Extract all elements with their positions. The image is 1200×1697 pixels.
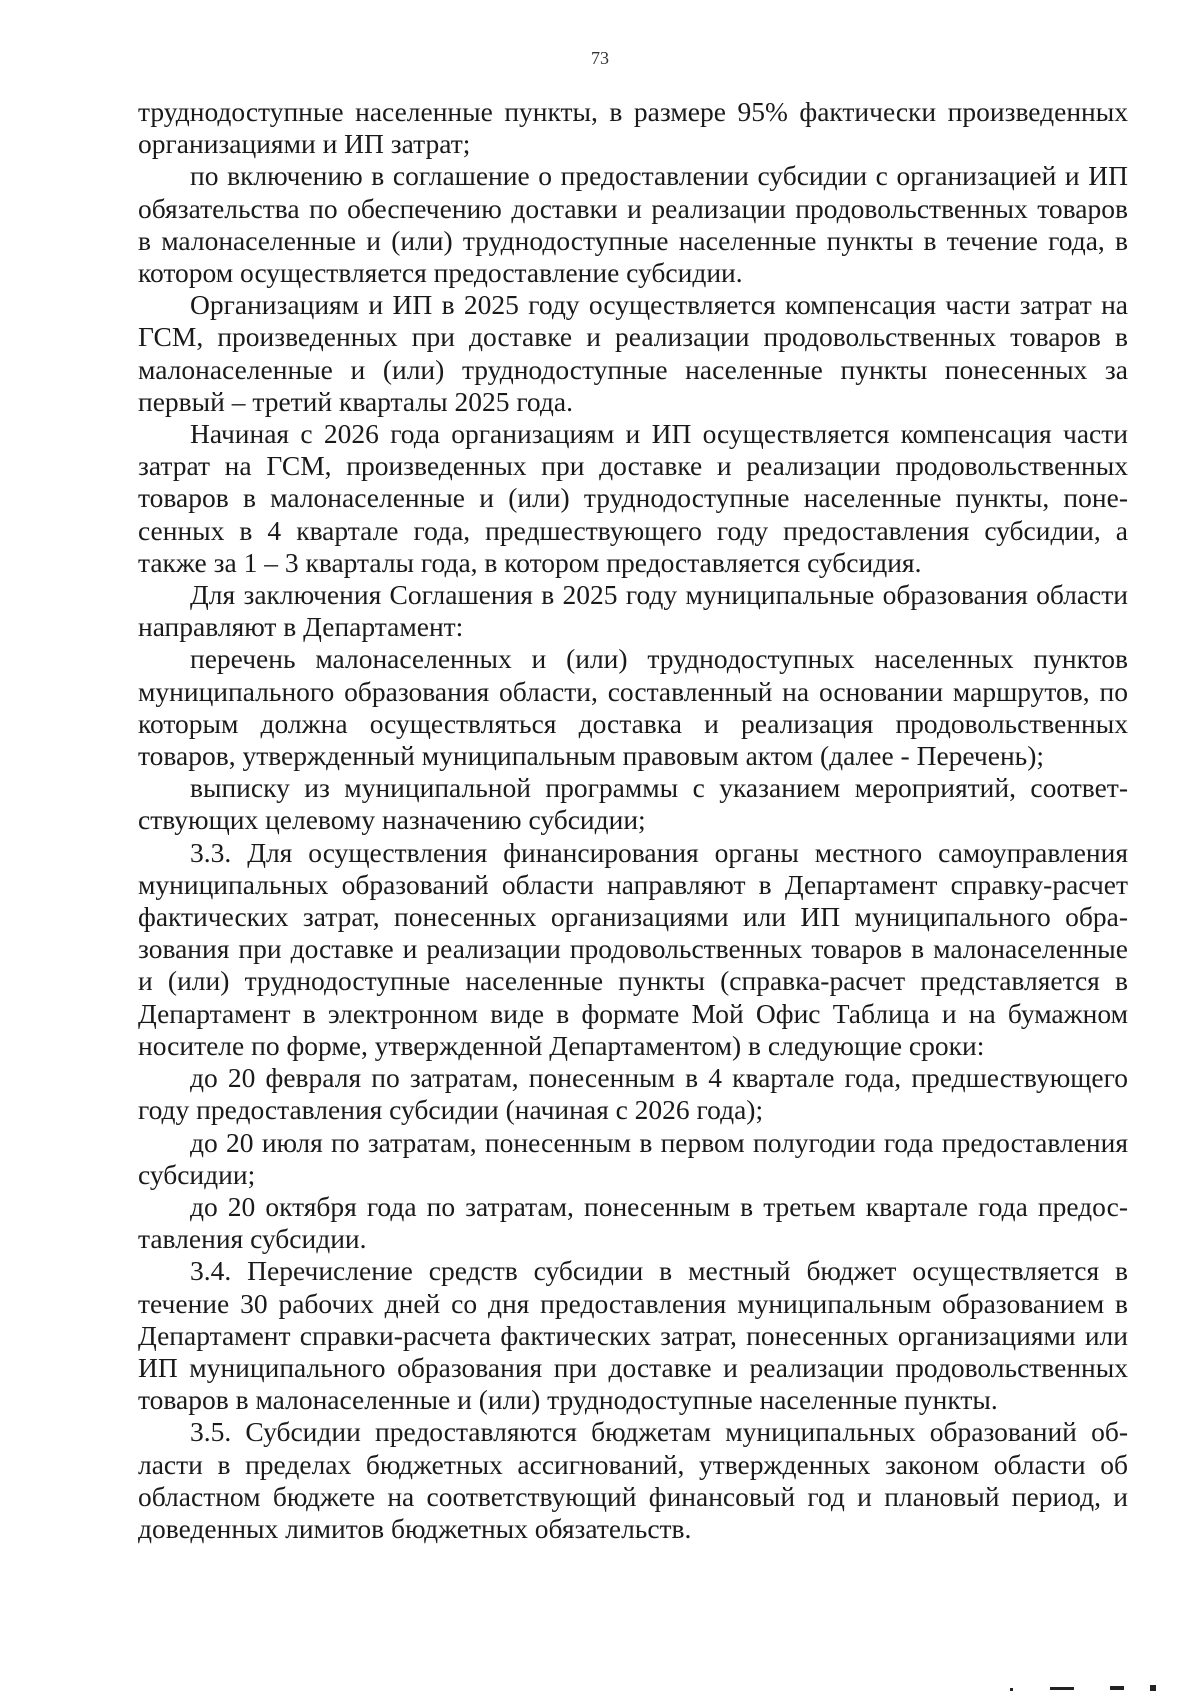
paragraph: 3.4. Перечисление средств субсидии в местный бюджет осуществляется в течение 30 рабочих дней со дня предоставления муниципальным образованием в Департамент справки-расчета фактических затрат, понесенных организациями или ИП муниципального образования при доставке и реализации продовольственных товаров в малонаселенные и (или) труднодоступные населенные пункты. bbox=[138, 1255, 1128, 1416]
document-body bbox=[138, 96, 1128, 1545]
paragraph: 3.5. Субсидии предоставляются бюджетам муниципальных образований области в пределах бюджетных ассигнований, утвержденных законом области об областном бюджете на соответствующий финансовый год и плановый период, и доведенных лимитов бюджетных обязательств. bbox=[138, 1416, 1128, 1544]
paragraph: до 20 февраля по затратам, понесенным в 4 квартале года, предшествующего году предоставления субсидии (начиная с 2026 года); bbox=[138, 1062, 1128, 1126]
paragraph: Организациям и ИП в 2025 году осуществляется компенсация части затрат на ГСМ, произведенных при доставке и реализации продовольственных товаров в малонаселенные и (или) труднодоступные населенные пункты понесенных за первый – третий кварталы 2025 года. bbox=[138, 289, 1128, 417]
paragraph: Начиная с 2026 года организациям и ИП осуществляется компенсация части затрат на ГСМ, произведенных при доставке и реализации продовольственных товаров в малонаселенные и (или) труднодоступные населенные пункты, понесенных в 4 квартале года, предшествующего году предоставления субсидии, а также за 1 – 3 кварталы года, в котором предоставляется субсидия. bbox=[138, 418, 1128, 578]
paragraph: до 20 июля по затратам, понесенным в первом полугодии года предоставления субсидии; bbox=[138, 1126, 1128, 1190]
paragraph: Для заключения Соглашения в 2025 году муниципальные образования области направляют в Департамент: bbox=[138, 579, 1128, 643]
paragraph: выписку из муниципальной программы с указанием мероприятий, соответствующих целевому назначению субсидии; bbox=[138, 772, 1128, 836]
paragraph: по включению в соглашение о предоставлении субсидии с организацией и ИП обязательства по обеспечению доставки и реализации продовольственных товаров в малонаселенные и (или) труднодоступные населенные пункты в течение года, в котором осуществляется предоставление субсидии. bbox=[138, 160, 1128, 289]
paragraph: перечень малонаселенных и (или) труднодоступных населенных пунктов муниципального образования области, составленный на основании маршрутов, по которым должна осуществляться доставка и реализация продовольственных товаров, утвержденный муниципальным правовым актом (далее - Перечень); bbox=[138, 643, 1128, 772]
page-number: 73 bbox=[591, 48, 609, 68]
paragraph: до 20 октября года по затратам, понесенным в третьем квартале года предоставления субсидии. bbox=[138, 1190, 1128, 1255]
scan-edge-mark bbox=[1010, 1683, 1160, 1693]
paragraph: 3.3. Для осуществления финансирования органы местного самоуправления муниципальных образований области направляют в Департамент справку-расчет фактических затрат, понесенных организациями или ИП муниципального образования при доставке и реализации продовольственных товаров в малонаселенные и (или) труднодоступные населенные пункты (справка-расчет представляется в Департамент в электронном виде в формате Мой Офис Таблица и на бумажном носителе по форме, утвержденной Департаментом) в следующие сроки: bbox=[138, 836, 1128, 1061]
paragraph: труднодоступные населенные пункты, в размере 95% фактически произведенных организациями и ИП затрат; bbox=[138, 96, 1128, 160]
